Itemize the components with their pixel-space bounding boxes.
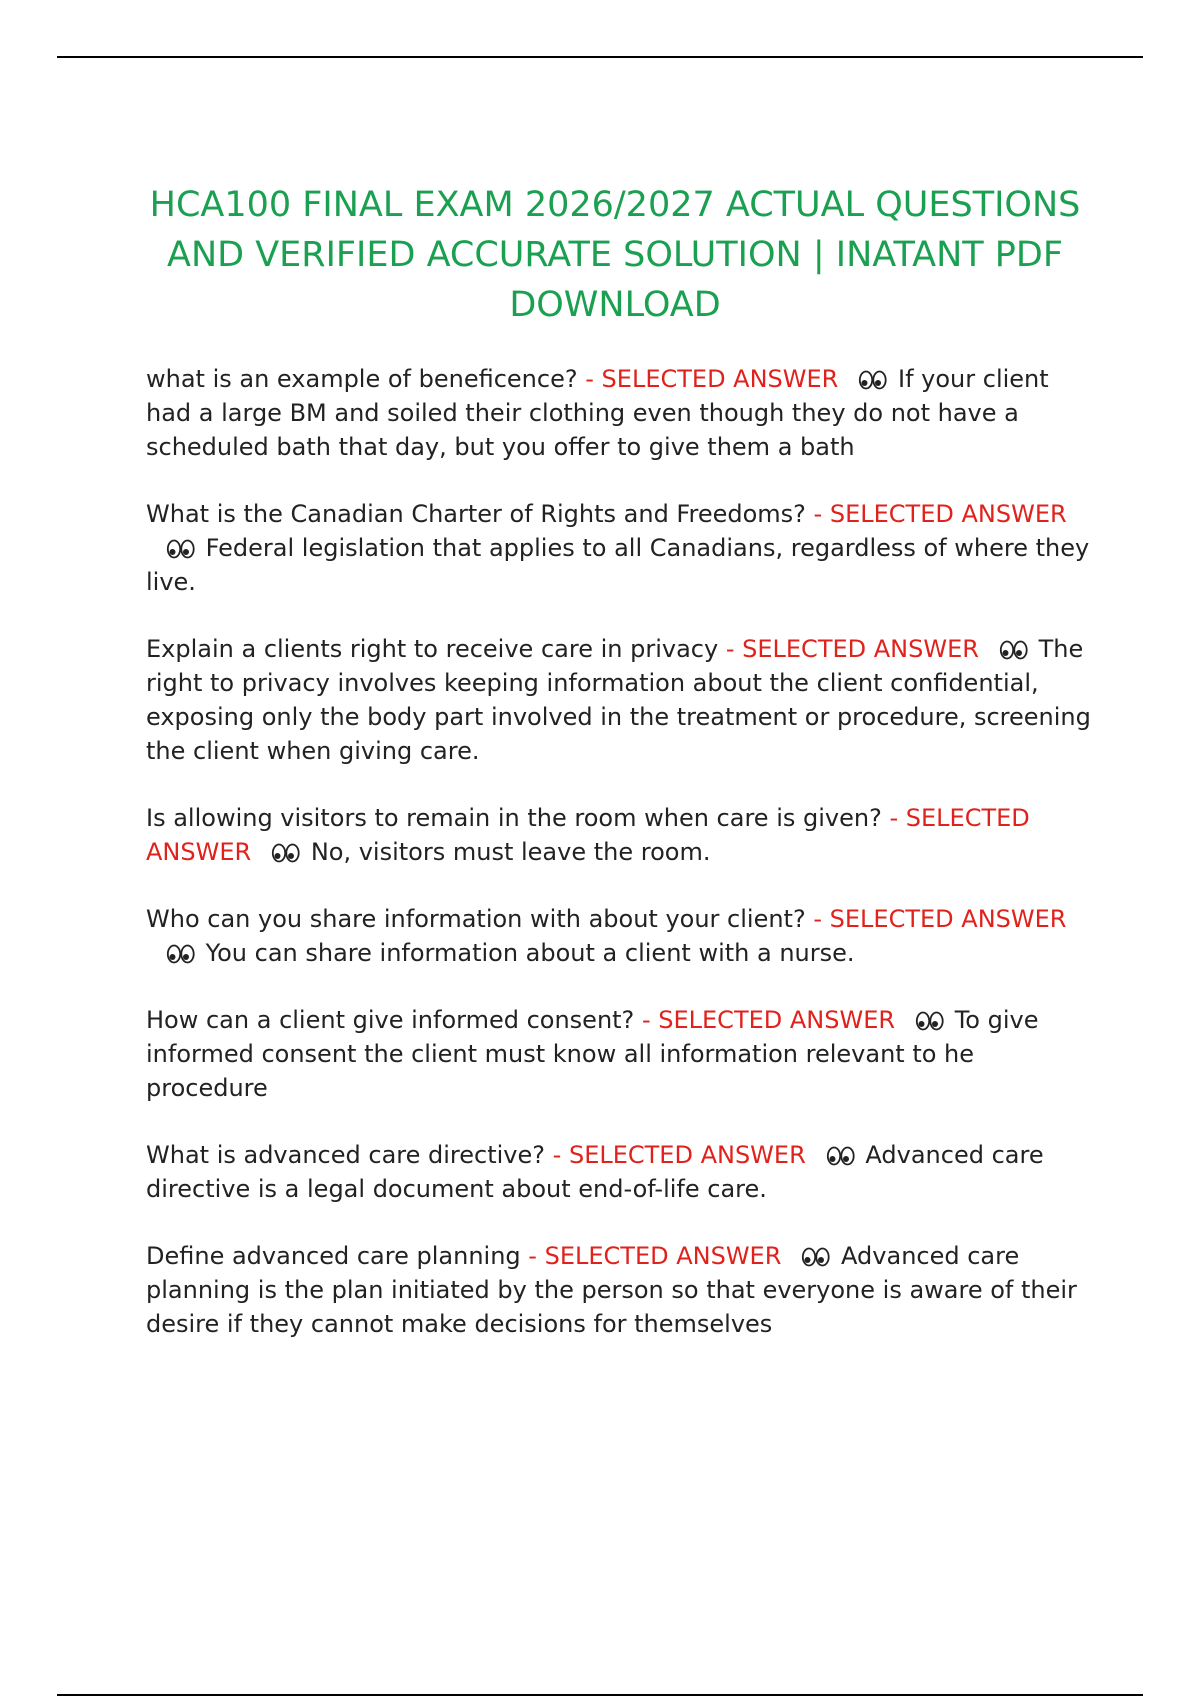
answer-text: No, visitors must leave the room. <box>310 838 711 866</box>
question-text: What is advanced care directive? <box>146 1141 545 1169</box>
answer-separator: - <box>552 1141 562 1169</box>
question-text: Who can you share information with about your client? <box>146 905 806 933</box>
answer-separator: - <box>528 1242 537 1270</box>
answer-text: Advanced care directive is a legal document about end-of-life care. <box>146 1141 1044 1203</box>
answer-separator: - <box>725 635 735 663</box>
question-text: what is an example of beneficence? <box>146 365 578 393</box>
question-text: What is the Canadian Charter of Rights and Freedoms? <box>146 500 806 528</box>
eyes-icon <box>166 538 196 560</box>
answer-separator: - <box>889 804 899 832</box>
eyes-icon <box>271 842 301 864</box>
question-text: How can a client give informed consent? <box>146 1006 635 1034</box>
question-text: Is allowing visitors to remain in the room when care is given? <box>146 804 882 832</box>
qa-item <box>146 362 1096 464</box>
answer-separator: - <box>813 500 823 528</box>
answer-text: To give informed consent the client must know all information relevant to he procedure <box>146 1006 1039 1102</box>
selected-answer-label: SELECTED ANSWER <box>829 905 1067 933</box>
eyes-icon <box>858 369 888 391</box>
question-text: Define advanced care planning <box>146 1242 521 1270</box>
eyes-icon <box>826 1145 856 1167</box>
question-text: Explain a clients right to receive care in privacy <box>146 635 719 663</box>
qa-list <box>146 362 1096 1374</box>
answer-separator: - <box>813 905 823 933</box>
selected-answer-label: SELECTED ANSWER <box>544 1242 782 1270</box>
selected-answer-label: SELECTED ANSWER <box>568 1141 806 1169</box>
answer-text: Federal legislation that applies to all Canadians, regardless of where they live. <box>146 534 1090 596</box>
qa-item <box>146 1003 1096 1105</box>
answer-text: You can share information about a client with a nurse. <box>205 939 855 967</box>
eyes-icon <box>166 943 196 965</box>
answer-separator: - <box>585 365 594 393</box>
answer-separator: - <box>641 1006 651 1034</box>
selected-answer-label: SELECTED ANSWER <box>601 365 839 393</box>
selected-answer-label: SELECTED ANSWER <box>829 500 1067 528</box>
answer-text: If your client had a large BM and soiled their clothing even though they do not have a scheduled bath that day, but you offer to give them a bath <box>146 365 1049 461</box>
selected-answer-label: SELECTED ANSWER <box>146 804 1030 866</box>
answer-text: Advanced care planning is the plan initiated by the person so that everyone is aware of their desire if they cannot make decisions for themselves <box>146 1242 1077 1338</box>
eyes-icon <box>999 639 1029 661</box>
eyes-icon <box>915 1010 945 1032</box>
top-divider <box>57 56 1143 58</box>
qa-item <box>146 497 1096 599</box>
eyes-icon <box>801 1246 831 1268</box>
qa-item <box>146 632 1096 768</box>
qa-item <box>146 1239 1096 1341</box>
qa-item <box>146 1138 1096 1206</box>
qa-item <box>146 902 1096 970</box>
answer-text: The right to privacy involves keeping information about the client confidential, exposing only the body part involved in the treatment or procedure, screening the client when giving care. <box>146 635 1091 765</box>
selected-answer-label: SELECTED ANSWER <box>658 1006 896 1034</box>
bottom-divider <box>57 1694 1143 1696</box>
document-title: HCA100 FINAL EXAM 2026/2027 ACTUAL QUESTIONS AND VERIFIED ACCURATE SOLUTION | INATANT PDF DOWNLOAD <box>149 185 1081 325</box>
selected-answer-label: SELECTED ANSWER <box>742 635 979 663</box>
qa-item <box>146 801 1096 869</box>
